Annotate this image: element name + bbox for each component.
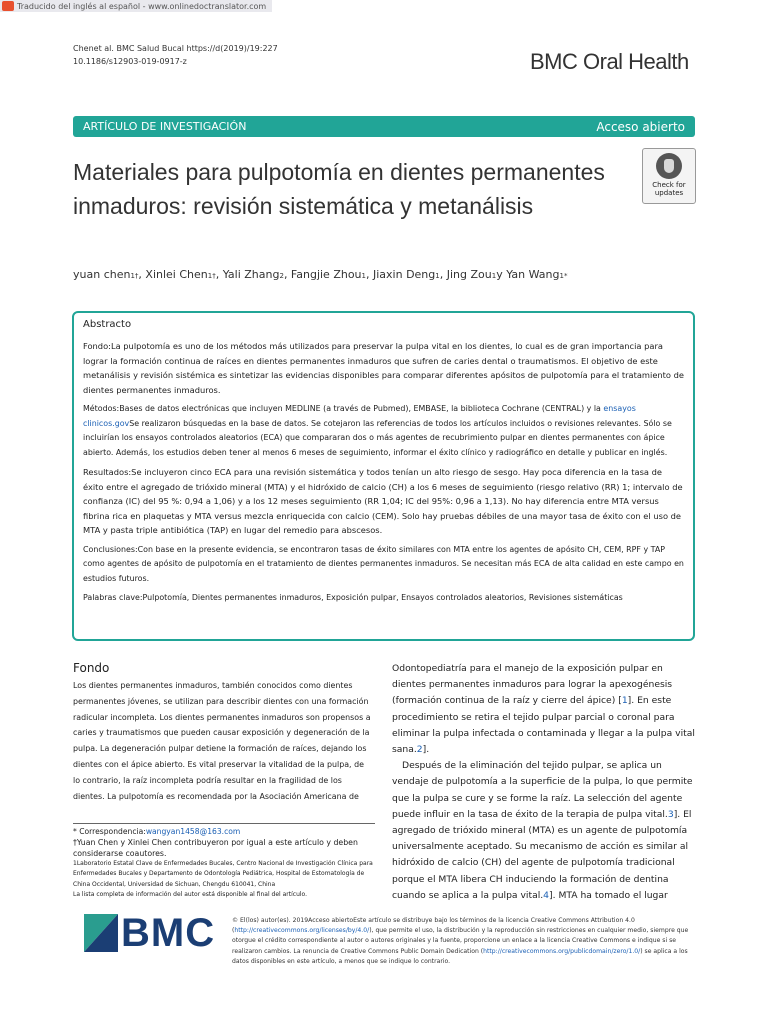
right-paragraph-1 — [392, 661, 697, 758]
article-type-banner — [73, 116, 695, 137]
paragraph-text: ]. En este procedimiento se retira el tejido pulpar parcial o coronal para eliminar la pulpa infectada o contaminada y llegar a la pulpa vital sana. — [392, 695, 695, 756]
correspondence — [73, 826, 375, 837]
correspondence-label: * Correspondencia: — [73, 827, 146, 836]
abstract-methods-text: Métodos:Bases de datos electrónicas que incluyen MEDLINE (a través de Pubmed), EMBASE, la biblioteca Cochrane (CENTRAL) y la — [83, 404, 604, 414]
check-for-updates-line2: updates — [654, 189, 684, 197]
right-column — [392, 661, 697, 904]
author-affiliation: 1* — [559, 272, 568, 280]
correspondence-email-link[interactable]: wangyan1458@163.com — [145, 827, 241, 836]
bmc-logo — [84, 910, 220, 955]
left-column — [73, 678, 373, 804]
abstract-methods-text-2: Se realizaron búsquedas en la base de datos. Se cotejaron las referencias de todos los artículos incluidos o revisiones relevantes. Sólo se incluirían los ensayos controlados aleatorios (ECA) que compararan dos o más agentes de recubrimiento pulpar en dientes permanentes con ápice abierto. Además, los estudios deben tener al menos 6 meses de seguimiento, informar el éxito clínico y radiográfico en detalle y publicar en inglés. — [83, 418, 672, 457]
author-info-note: La lista completa de información del autor está disponible al final del artículo. — [73, 891, 308, 899]
citation-doi: 10.1186/s12903-019-0917-z — [73, 57, 187, 66]
open-access-label: Acceso abierto — [596, 119, 685, 134]
section-heading: Fondo — [73, 661, 110, 675]
abstract-background: Fondo:La pulpotomía es uno de los métodos más utilizados para preservar la pulpa vital en los dientes, lo cual es de gran importancia para lograr la formación continua de raíces en dientes permanentes inmaduros que sufren de caries dental o traumatismos. El objetivo de este metanálisis y revisión sistémica es sintetizar las evidencias disponibles para comparar diferentes apósitos de pulpotomía para el tratamiento de dientes permanentes inmaduros. — [83, 341, 685, 395]
bmc-logo-mark-icon — [84, 914, 118, 952]
paragraph-text: ]. El agregado de trióxido mineral (MTA) es un agente de pulpotomía universalmente aceptado. Su mecanismo de acción es similar al hidróxido de calcio (CH) del agente de pulpotomía tradicional porque el MTA libera CH induciendo la formación de dentina cuando se aplica a la pulpa vital. — [392, 808, 692, 901]
reference-link-2[interactable]: 2 — [416, 744, 423, 756]
translator-icon — [2, 1, 14, 11]
author-affiliation: 1† — [207, 272, 216, 280]
article-type-label: ARTÍCULO DE INVESTIGACIÓN — [83, 120, 247, 133]
abstract-heading: Abstracto — [83, 319, 132, 330]
author-affiliation: 1 — [361, 272, 366, 280]
abstract-keywords: Palabras clave:Pulpotomía, Dientes permanentes inmaduros, Exposición pulpar, Ensayos controlados aleatorios, Revisiones sistemáticas — [83, 593, 623, 603]
footnote-divider — [73, 823, 375, 824]
abstract-methods — [83, 402, 685, 460]
paragraph-text: ]. — [422, 744, 430, 756]
check-for-updates-button[interactable] — [642, 148, 696, 204]
reference-link-3[interactable]: 3 — [667, 808, 674, 820]
license-part-b: ), que permite el uso, la distribución y la reproducción sin restricciones en cualquier medio, siempre que otorgue el crédito correspondiente al autor o autores originales y la fuente, proporcione un enlace a la licencia Creative Commons e indique si se realizaron cambios. La renuncia de Creative Commons Public Domain Dedication ( — [232, 927, 689, 955]
check-for-updates-line1: Check for — [652, 181, 686, 189]
cc-zero-license-link[interactable]: http://creativecommons.org/publicdomain/zero/1.0/ — [483, 947, 641, 955]
reference-link-1[interactable]: 1 — [621, 695, 628, 707]
translator-banner[interactable] — [0, 0, 272, 12]
author-affiliation: 2 — [279, 272, 284, 280]
citation-tail: /19:227 — [246, 44, 278, 53]
paragraph-text: Después de la eliminación del tejido pulpar, se aplica un vendaje de pulpotomía a la superficie de la pulpa, lo que permite que la pulpa se cure y se forme la raíz. La selección del agente puede influir en la tasa de éxito de la terapia de pulpa vital. — [392, 760, 693, 820]
paragraph-text: ]. MTA ha tomado el lugar — [549, 889, 668, 901]
cc-by-license-link[interactable]: http://creativecommons.org/licenses/by/4.0/ — [234, 927, 370, 935]
journal-name: BMC Oral Health — [530, 49, 689, 74]
abstract-box — [72, 311, 695, 641]
author-name: , Yali Zhang — [215, 268, 280, 281]
author-affiliation: 1† — [130, 272, 139, 280]
license-part-a: © El(los) autor(es). 2019Acceso abiertoEste artículo se distribuye bajo los términos de la licencia Creative Commons Attribution 4.0 ( — [232, 917, 635, 935]
equal-contribution-note: †Yuan Chen y Xinlei Chen contribuyeron por igual a este artículo y deben considerarse coautores. — [73, 838, 358, 858]
author-name: , Fangjie Zhou — [283, 268, 362, 281]
reference-link-4[interactable]: 4 — [543, 889, 550, 901]
abstract-results: Resultados:Se incluyeron cinco ECA para una revisión sistemática y todos tenían un alto riesgo de sesgo. Hay poca diferencia en la tasa de éxito entre el agregado de trióxido mineral (MTA) y el hidróxido de calcio (CH) a los 6 meses de seguimiento (riesgo relativo (RR) 1; intervalo de confianza (IC) del 95 %: 0,94 a 1,06) y a los 12 meses seguimiento (RR 1,04; IC del 95%: 0,96 a 1,13). No hay diferencia entre MTA versus fibrina rica en plaquetas y MTA versus mezcla enriquecida con calcio (CEM). Solo hay pruebas débiles de una mayor tasa de éxito con el uso de MTA y pasta triple antibiótica (TAP) en lugar del remedio para abscesos. — [83, 467, 683, 536]
footnotes — [73, 826, 375, 901]
author-name: y Yan Wang — [496, 268, 560, 281]
author-affiliation: 1 — [491, 272, 497, 280]
author-name: , Jing Zou — [439, 268, 492, 281]
translator-text: Traducido del inglés al español - www.onlinedoctranslator.com — [17, 1, 267, 11]
citation-overlap: (2019) — [220, 44, 247, 53]
paragraph-text: Odontopediatría para el manejo de la exposición pulpar en dientes permanentes inmaduros para lograr la apexogénesis (formación continua de la raíz y cierre del ápice) [ — [392, 663, 673, 707]
bmc-logo-text: BMC — [121, 910, 216, 955]
license-part-c: ) se aplica a los datos disponibles en este artículo, a menos que se indique lo contrario. — [232, 947, 688, 965]
affiliation-note: 1Laboratorio Estatal Clave de Enfermedades Bucales, Centro Nacional de Investigación Clínica para Enfermedades Bucales y Departamento de Odontología Pediátrica, Hospital de Estomatología de China Occidental, Universidad de Sichuan, Chengdu 610041, China — [73, 860, 373, 888]
article-title: Materiales para pulpotomía en dientes permanentes inmaduros: revisión sistemática y metanálisis — [73, 159, 605, 219]
author-name: , Xinlei Chen — [138, 268, 208, 281]
abstract-conclusions: Conclusiones:Con base en la presente evidencia, se encontraron tasas de éxito similares con MTA entre los agentes de apósito CH, CEM, RPF y TAP como agentes de apósito de pulpotomía en el tratamiento de dientes permanentes inmaduros. Se necesitan más ECA de alta calidad en este campo en estudios futuros. — [83, 544, 684, 583]
clinicaltrials-link[interactable]: ensayos clinicos.gov — [83, 404, 636, 428]
author-name: , Jiaxin Deng — [366, 268, 436, 281]
right-paragraph-2 — [392, 758, 697, 904]
check-for-updates-icon — [656, 153, 682, 179]
left-paragraph: Los dientes permanentes inmaduros, también conocidos como dientes permanentes jóvenes, se utilizan para describir dientes con una formación radicular incompleta. Los dientes permanentes inmaduros son propensos a caries y traumatismos que pueden causar exposición y degeneración de la pulpa. La degeneración pulpar detiene la formación de raíces, dejando los dientes con el ápice abierto. Es vital preservar la vitalidad de la pulpa, de lo contrario, la raíz incompleta podría resultar en la fragilidad de los dientes. La pulpotomía es recomendada por la Asociación Americana de — [73, 681, 371, 801]
license-text — [232, 916, 694, 967]
author-list — [73, 268, 567, 281]
citation-line1: Chenet al. BMC Salud Bucal https://d — [73, 44, 221, 53]
citation — [73, 42, 278, 68]
author-affiliation: 1 — [435, 272, 440, 280]
author-name: yuan chen — [73, 268, 131, 281]
